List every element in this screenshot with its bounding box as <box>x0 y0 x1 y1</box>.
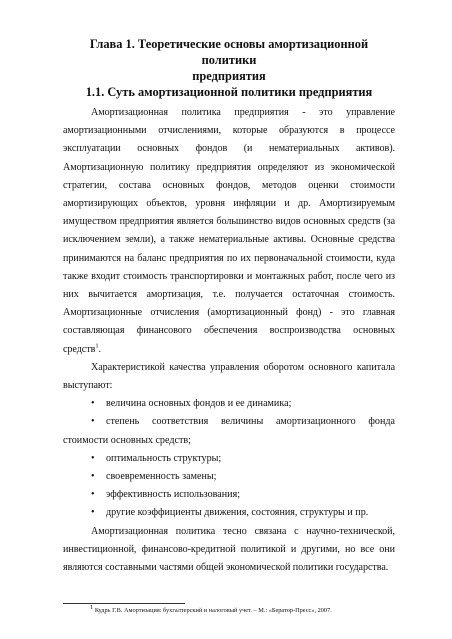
list-item <box>63 468 395 486</box>
list-item <box>63 450 395 468</box>
footnote-separator <box>63 603 185 604</box>
bullet-icon: • <box>91 398 95 410</box>
section-title: 1.1. Суть амортизационной политики предприятия <box>85 85 373 99</box>
footnote <box>90 603 400 615</box>
paragraph-1-text: Амортизационная политика предприятия - это управление амортизационными отчислениями, которые образуются в процессе эксплуатации основных фондов (и нематериальных активов). Амортизационную политику предприятия определяют из экономической стратегии, состава основных фондов, методов оценки стоимости амортизирующих объектов, уровня инфляции и др. Амортизируемым имуществом предприятия является большинство видов основных средств (за исключением земли), а также нематериальные активы. Основные средства принимаются на баланс предприятия по их первоначальной стоимости, куда также входит стоимость транспортировки и монтажных работ, после чего из них вычитается амортизация, т.е. получается остаточная стоимость. Амортизационные отчисления (амортизационный фонд) - это главная составляющая финансового обеспечения воспроизводства основных средств <box>63 107 395 355</box>
list-item-text: величина основных фондов и ее динамика; <box>106 398 292 410</box>
chapter-title <box>63 36 395 84</box>
bullet-icon: • <box>91 452 95 464</box>
bullet-icon: • <box>91 471 95 483</box>
list-item-text: оптимальность структуры; <box>106 452 222 464</box>
footnote-text: Кудрь Г.В. Амортизация: бухгалтерский и налоговый учет. – М.: «Бератор-Пресс», 2007. <box>93 607 332 614</box>
paragraph-2: Характеристикой качества управления оборотом основного капитала выступают: <box>63 361 395 392</box>
list-item <box>63 486 395 504</box>
bullet-list <box>63 395 395 522</box>
list-item <box>63 413 395 449</box>
paragraph-1 <box>63 104 395 359</box>
list-item <box>63 395 395 413</box>
bullet-icon: • <box>91 416 95 428</box>
document-page <box>63 36 395 577</box>
paragraph-1-end: . <box>98 343 102 355</box>
bullet-icon: • <box>91 489 95 501</box>
list-item-text: другие коэффициенты движения, состояния, структуры и пр. <box>106 507 369 519</box>
paragraph-3: Амортизационная политика тесно связана с научно-технической, инвестиционной, финансово-кредитной политикой и другими, но все они являются составными частями общей экономической политики государства. <box>63 525 395 574</box>
chapter-title-line1: Глава 1. Теоретические основы амортизационной политики <box>89 37 369 67</box>
footnote-number: 1 <box>90 603 94 611</box>
chapter-title-line2: предприятия <box>192 69 266 83</box>
bullet-icon: • <box>91 507 95 519</box>
list-item-text: эффективность использования; <box>106 489 241 501</box>
list-item-text: степень соответствия величины амортизационного фонда стоимости основных средств; <box>63 416 395 446</box>
list-item-text: своевременность замены; <box>106 471 217 483</box>
list-item <box>63 504 395 522</box>
footnote-reference[interactable]: 1 <box>95 342 99 350</box>
